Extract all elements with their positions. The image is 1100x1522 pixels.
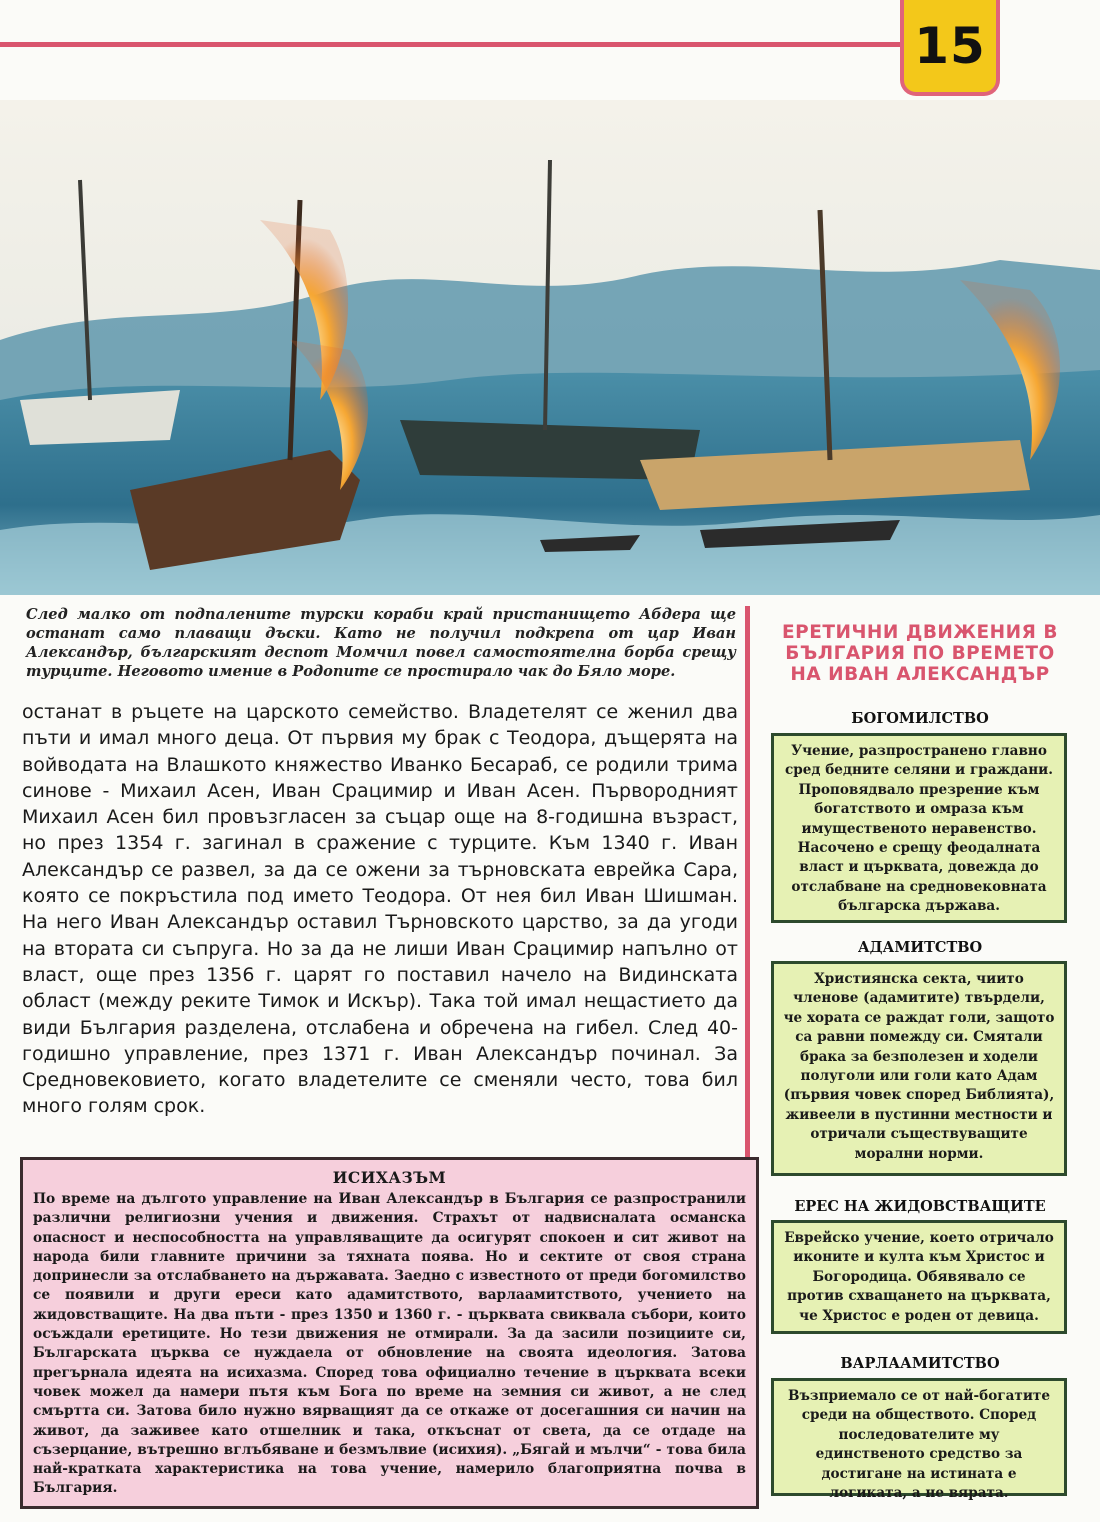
illustration-caption: След малко от подпалените турски кораби край пристанището Абдера ще останат само плаващи дъски. Като не получил подкрепа от цар Иван Александър, българският деспот Момчил повел самостоятелна борба срещу турците. Неговото имение в Родопите се простирало чак до Бяло море. — [26, 606, 736, 680]
hesychasm-title: ИСИХАЗЪМ — [332, 1168, 447, 1187]
sidebar-heading-bogomilism: БОГОМИЛСТВО — [851, 710, 989, 727]
column-divider — [745, 606, 750, 1160]
sidebar-title: ЕРЕТИЧНИ ДВИЖЕНИЯ В БЪЛГАРИЯ ПО ВРЕМЕТО НА ИВАН АЛЕКСАНДЪР — [782, 622, 1058, 685]
top-rule — [0, 42, 902, 47]
page-number-badge — [900, 0, 1000, 96]
main-text: останат в ръцете на царското семейство. Владетелят се женил два пъти и имал много деца. От първия му брак с Теодора, дъщерята на войводата на Влашкото княжество Иванко Бесараб, се родили трима синове - Михаил Асен, Иван Срацимир и Иван Асен. Първородният Михаил Асен бил провъзгласен за съцар още на 8-годишна възраст, но през 1354 г. загинал в сражение с турците. Към 1340 г. Иван Александър се развел, за да се ожени за търновската еврейка Сара, която се покръстила под името Теодора. От нея бил Иван Шишман. На него Иван Александър оставил Търновското царство, за да угоди на втората си съпруга. Но за да не лиши Иван Срацимир напълно от власт, още през 1356 г. царят го поставил начело на Видинската област (между реките Тимок и Искър). Така той имал нещастието да види България разделена, отслабена и обречена на гибел. След 40-годишно управление, през 1371 г. Иван Александър починал. За Средновековието, когато владетелите се сменяли често, това бил много голям срок. — [22, 701, 738, 1118]
illustration-svg — [0, 100, 1100, 595]
sidebar-box-barlaamism: Възприемало се от най-богатите среди на обществото. Според последователите му единственото средство за достигане на истината е логиката, а не вярата. — [771, 1378, 1067, 1496]
sidebar-heading-barlaamism: ВАРЛААМИТСТВО — [840, 1355, 1000, 1372]
sidebar-heading-judaizers: ЕРЕС НА ЖИДОВСТВАЩИТЕ — [794, 1198, 1046, 1215]
hesychasm-box — [20, 1157, 759, 1509]
sidebar-box-bogomilism: Учение, разпространено главно сред бедните селяни и граждани. Проповядвало презрение към богатството и омраза към имущественото неравенство. Насочено е срещу феодалната власт и църквата, довежда до отслабване на средновековната българска държава. — [771, 733, 1067, 923]
sidebar-box-judaizers: Еврейско учение, което отричало иконите и култа към Христос и Богородица. Обявявало се против схващането на църквата, че Христос е роден от девица. — [771, 1220, 1067, 1334]
page-number: 15 — [914, 17, 986, 75]
hesychasm-text: По време на дългото управление на Иван Александър в България се разпространили различни религиозни учения и движения. Страхът от надвисналата османска опасност и неспособността на управляващите да осигурят спокоен и сит живот на народа били главните причини за тяхната поява. Но и сектите от своя страна допринесли за отслабването на държавата. Заедно с известното от преди богомилство се появили и други ереси като адамитството, варлаамитството, учението на жидовстващите. На два пъти - през 1350 и 1360 г. - църквата свиквала събори, които осъждали еретиците. Но тези движения не отмирали. За да засили позициите си, Българската църква се нуждаела от обновление на своята идеология. Затова прегърнала идеята на исихазма. Според това официално течение в църквата всеки човек можел да намери пътя към Бога по време на земния си живот, а не след смъртта си. Затова било нужно вярващият да се откаже от досегашния си начин на живот, да заживее като отшелник и така, откъснат от света, да се отдаде на съзерцание, вътрешно вглъбяване и безмълвие (исихия). „Бягай и мълчи“ - това била най-кратката характеристика на това учение, намерило благоприятна почва в България. — [33, 1191, 746, 1497]
illustration-burning-ships — [0, 100, 1100, 595]
sidebar-box-adamitism: Християнска секта, чиито членове (адамитите) твърдели, че хората се раждат голи, защото са равни помежду си. Смятали брака за безполезен и ходели полуголи или голи като Адам (първия човек според Библията), живеели в пустинни местности и отричали съществуващите морални норми. — [771, 961, 1067, 1176]
sidebar-heading-adamitism: АДАМИТСТВО — [857, 939, 983, 956]
